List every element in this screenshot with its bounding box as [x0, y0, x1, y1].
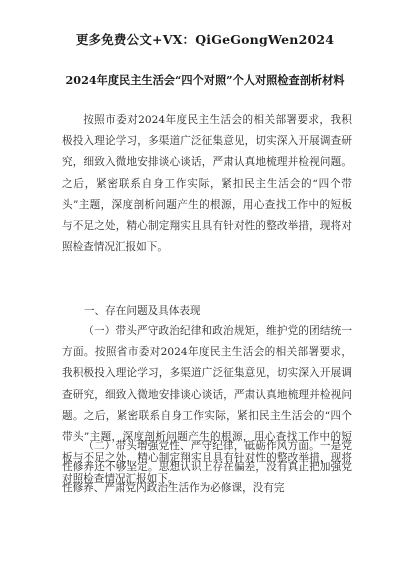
body-paragraph-2: （二）带头增强党性、严守纪律，砥砺作风方面。一是党性修养还不够坚定。思想认识上存在偏差，没有真正把加强党性修养、严肃党内政治生活作为必修课，没有完	[62, 440, 352, 495]
body-paragraph-1: （一）带头严守政治纪律和政治规矩，维护党的团结统一方面。按照省市委对2024年度民主生活会的相关部署要求，我积极投入理论学习，多渠道广泛征集意见，切实深入开展调查研究，细致入微地安排谈心谈话，严肃认真地梳理并检视问题。之后，紧密联系自身工作实际，紧扣民主生活会的“四个带头”主题，深度剖析问题产生的根源，用心查找工作中的短板与不足之处，精心制定翔实且具有针对性的整改举措，现将对照检查情况汇报如下。	[62, 325, 352, 486]
watermark-header: 更多免费公文+VX：QiGeGongWen2024	[75, 32, 335, 47]
document-title: 2024年度民主生活会“四个对照”个人对照检查剖析材料	[65, 73, 345, 87]
section-heading: 一、存在问题及具体表现	[84, 305, 201, 317]
intro-paragraph: 按照市委对2024年度民主生活会的相关部署要求，我积极投入理论学习，多渠道广泛征集意见，切实深入开展调查研究，细致入微地安排谈心谈话，严肃认真地梳理并检视问题。之后，紧密联系自身工作实际，紧扣民主生活会的“四个带头”主题，深度剖析问题产生的根源，用心查找工作中的短板与不足之处，精心制定翔实且具有针对性的整改举措，现将对照检查情况汇报如下。	[62, 114, 352, 254]
